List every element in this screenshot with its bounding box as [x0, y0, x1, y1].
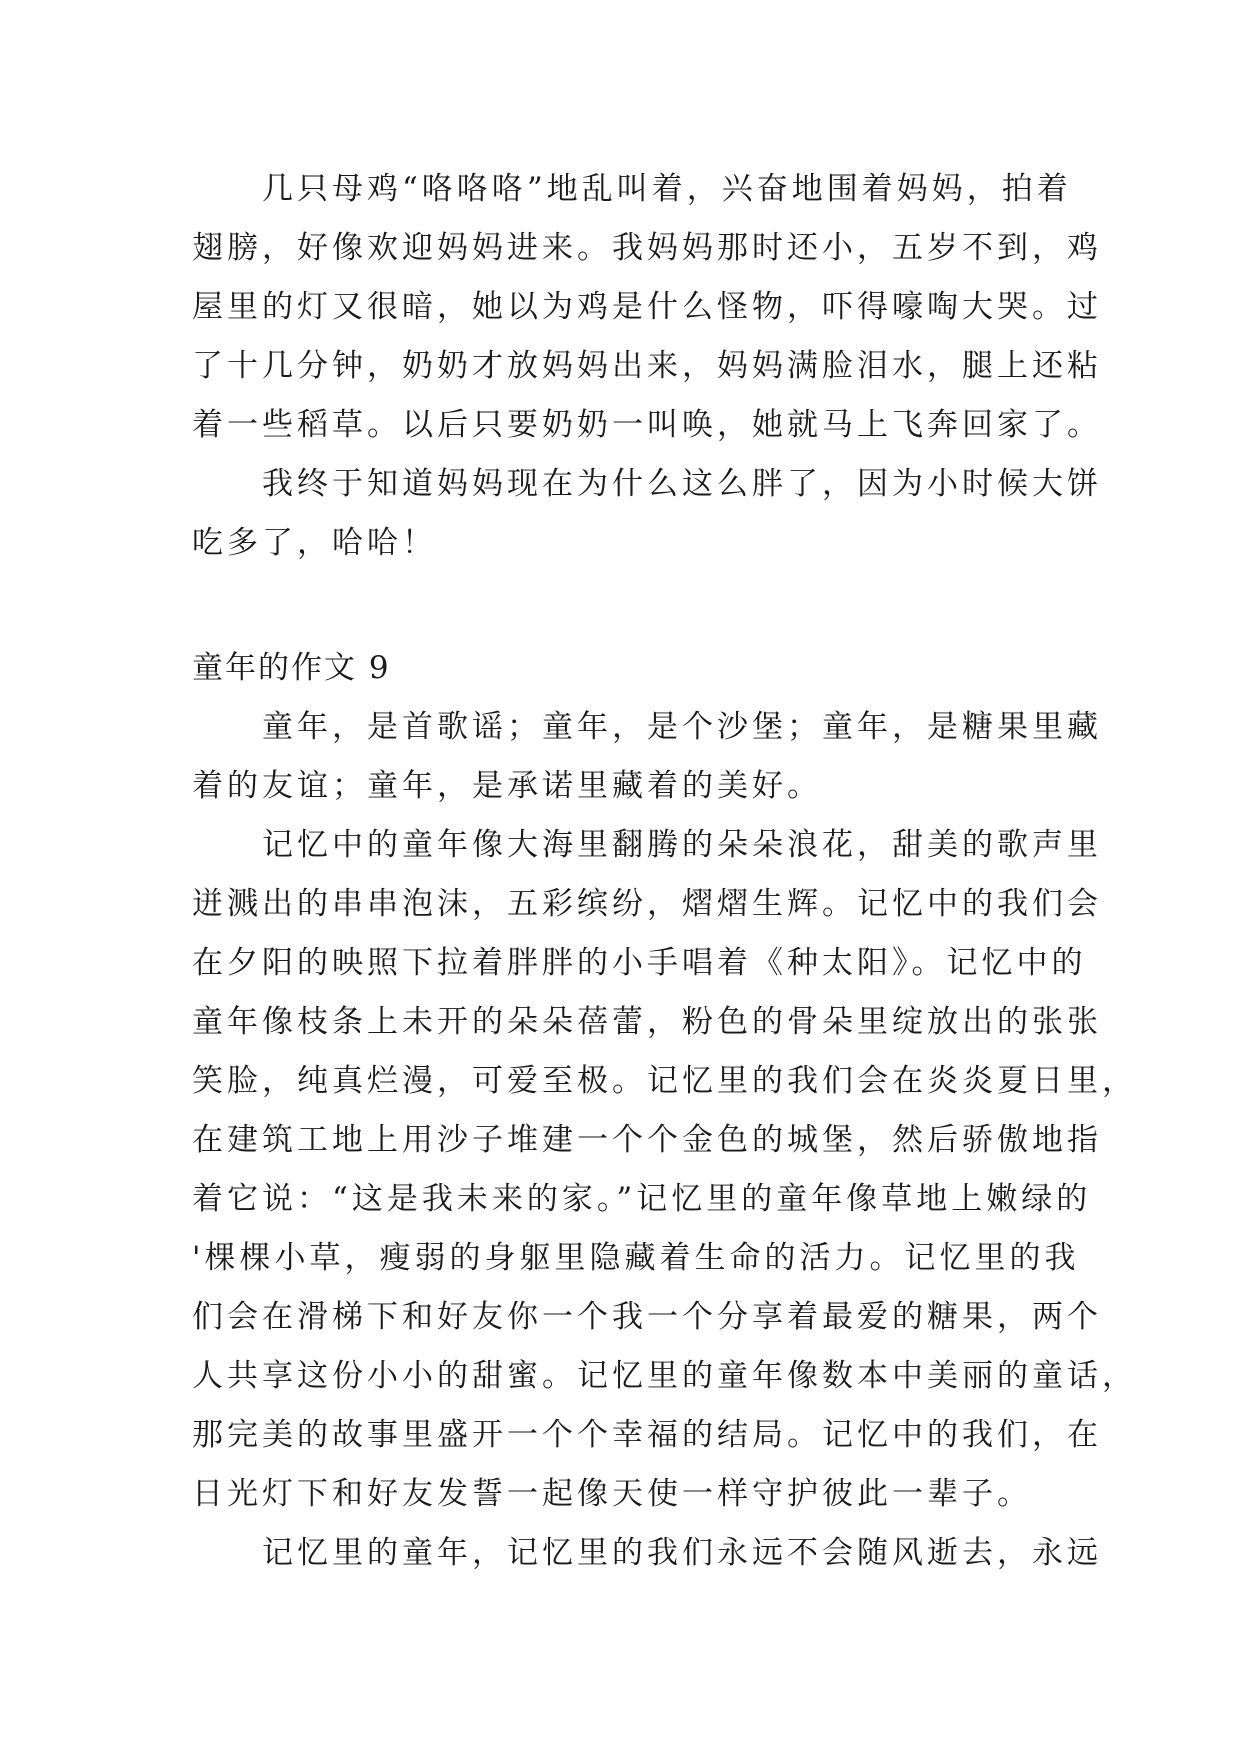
text-line: 那完美的故事里盛开一个个幸福的结局。记忆中的我们，在	[192, 1417, 1102, 1453]
paragraph-conclusion	[192, 455, 1102, 573]
text-line: 人共享这份小小的甜蜜。记忆里的童年像数本中美丽的童话，	[192, 1358, 1137, 1394]
text-line: 们会在滑梯下和好友你一个我一个分享着最爱的糖果，两个	[192, 1299, 1102, 1335]
text-line: 笑脸，纯真烂漫，可爱至极。记忆里的我们会在炎炎夏日里，	[192, 1063, 1137, 1099]
text-line: 在建筑工地上用沙子堆建一个个金色的城堡，然后骄傲地指	[192, 1122, 1102, 1158]
text-line: 几只母鸡“咯咯咯”地乱叫着，兴奋地围着妈妈，拍着	[192, 171, 1072, 207]
text-line: 记忆中的童年像大海里翻腾的朵朵浪花，甜美的歌声里	[192, 827, 1102, 863]
paragraph-hens	[192, 160, 1102, 455]
section-gap	[192, 573, 1052, 639]
paragraph-intro	[192, 698, 1102, 816]
text-line: 着的友谊；童年，是承诺里藏着的美好。	[192, 768, 822, 804]
text-line: 迸溅出的串串泡沫，五彩缤纷，熠熠生辉。记忆中的我们会	[192, 886, 1102, 922]
text-line: 了十几分钟，奶奶才放妈妈出来，妈妈满脸泪水，腿上还粘	[192, 348, 1102, 384]
text-line: 屋里的灯又很暗，她以为鸡是什么怪物，吓得嚎啕大哭。过	[192, 289, 1102, 325]
text-line: 吃多了，哈哈！	[192, 525, 437, 561]
text-line: 翅膀，好像欢迎妈妈进来。我妈妈那时还小，五岁不到，鸡	[192, 230, 1102, 266]
text-line: 童年，是首歌谣；童年，是个沙堡；童年，是糖果里藏	[192, 709, 1102, 745]
paragraph-memories	[192, 816, 1137, 1524]
text-line: 着它说：“这是我未来的家。”记忆里的童年像草地上嫩绿的	[192, 1181, 1092, 1217]
text-line: 日光灯下和好友发誓一起像天使一样守护彼此一辈子。	[192, 1476, 1032, 1512]
text-line: 童年像枝条上未开的朵朵蓓蕾，粉色的骨朵里绽放出的张张	[192, 1004, 1102, 1040]
text-line: 着一些稻草。以后只要奶奶一叫唤，她就马上飞奔回家了。	[192, 407, 1102, 443]
text-line: 在夕阳的映照下拉着胖胖的小手唱着《种太阳》。记忆中的	[192, 945, 1087, 981]
document-page	[192, 160, 1137, 1583]
article-title: 童年的作文 9	[192, 650, 391, 686]
paragraph-closing	[192, 1524, 1102, 1583]
text-line: 我终于知道妈妈现在为什么这么胖了，因为小时候大饼	[192, 466, 1102, 502]
text-line: '棵棵小草，瘦弱的身躯里隐藏着生命的活力。记忆里的我	[192, 1240, 1080, 1276]
text-line: 记忆里的童年，记忆里的我们永远不会随风逝去，永远	[192, 1535, 1102, 1571]
